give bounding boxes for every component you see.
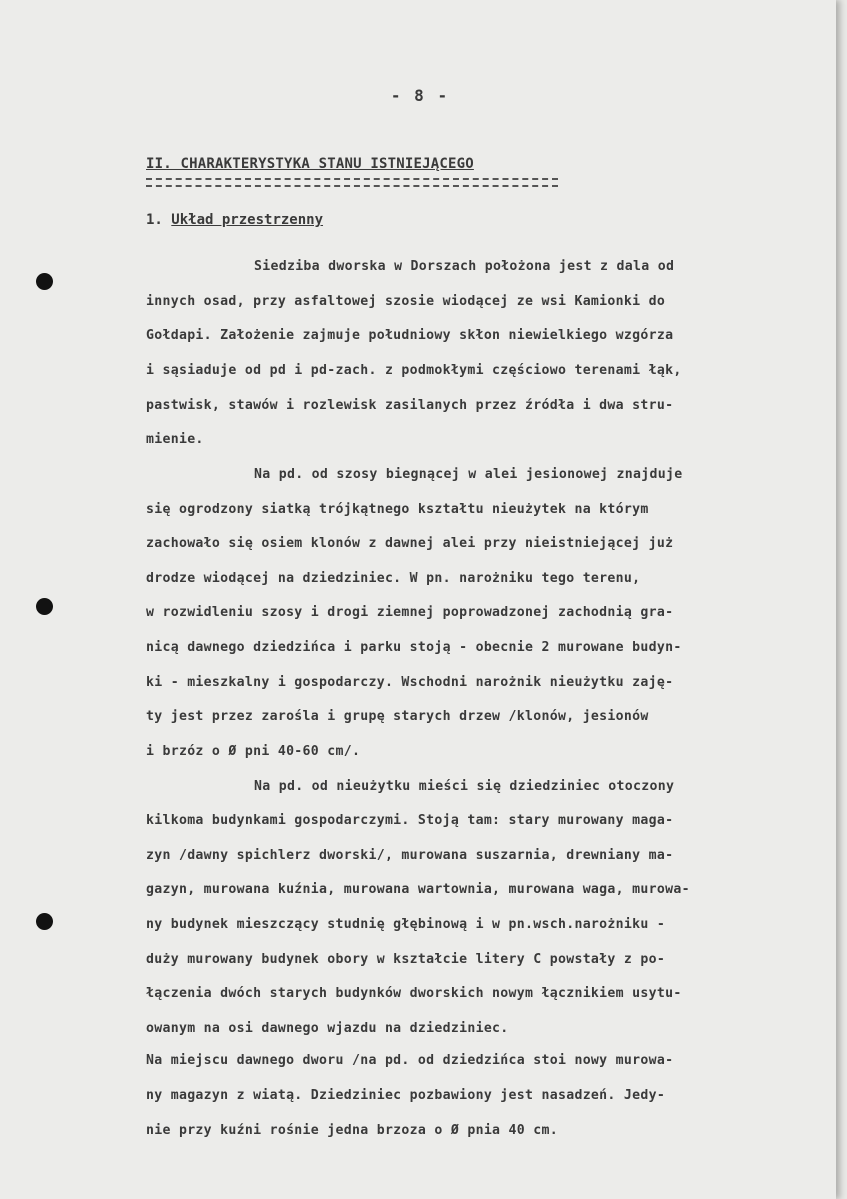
text-line: w rozwidleniu szosy i drogi ziemnej poprowadzonej zachodnią gra-: [146, 605, 674, 620]
page-number: - 8 -: [390, 86, 450, 105]
subsection-title: Układ przestrzenny: [171, 212, 324, 228]
text-line: zyn /dawny spichlerz dworski/, murowana suszarnia, drewniany ma-: [146, 848, 674, 863]
text-line: nie przy kuźni rośnie jedna brzoza o Ø pnia 40 cm.: [146, 1123, 558, 1138]
text-line: łączenia dwóch starych budynków dworskich nowym łącznikiem usytu-: [146, 986, 682, 1001]
binder-hole: [36, 273, 53, 290]
text-line: ki - mieszkalny i gospodarczy. Wschodni narożnik nieużytku zaję-: [146, 675, 674, 690]
text-line: Na pd. od nieużytku mieści się dziedziniec otoczony: [254, 779, 675, 794]
text-line: i sąsiaduje od pd i pd-zach. z podmokłymi częściowo terenami łąk,: [146, 363, 682, 378]
text-line: mienie.: [146, 432, 204, 447]
text-line: nicą dawnego dziedzińca i parku stoją - obecnie 2 murowane budyn-: [146, 640, 682, 655]
text-line: ny budynek mieszczący studnię głębinową i w pn.wsch.narożniku -: [146, 917, 666, 932]
subsection-heading: [146, 212, 323, 228]
text-line: gazyn, murowana kuźnia, murowana wartownia, murowana waga, murowa-: [146, 882, 690, 897]
text-line: kilkoma budynkami gospodarczymi. Stoją tam: stary murowany maga-: [146, 813, 674, 828]
text-line: Na miejscu dawnego dworu /na pd. od dziedzińca stoi nowy murowa-: [146, 1053, 674, 1068]
text-line: ny magazyn z wiatą. Dziedziniec pozbawiony jest nasadzeń. Jedy-: [146, 1088, 666, 1103]
text-line: Siedziba dworska w Dorszach położona jest z dala od: [254, 259, 675, 274]
text-line: Gołdapi. Założenie zajmuje południowy skłon niewielkiego wzgórza: [146, 328, 674, 343]
double-underline: [146, 178, 558, 187]
section-title: II. CHARAKTERYSTYKA STANU ISTNIEJĄCEGO: [146, 156, 474, 172]
binder-hole: [36, 913, 53, 930]
text-line: i brzóz o Ø pni 40-60 cm/.: [146, 744, 361, 759]
text-line: innych osad, przy asfaltowej szosie wiodącej ze wsi Kamionki do: [146, 294, 666, 309]
text-line: pastwisk, stawów i rozlewisk zasilanych przez źródła i dwa stru-: [146, 398, 674, 413]
text-line: Na pd. od szosy biegnącej w alei jesionowej znajduje: [254, 467, 683, 482]
subsection-number: 1.: [146, 212, 163, 228]
text-line: ty jest przez zarośla i grupę starych drzew /klonów, jesionów: [146, 709, 649, 724]
text-line: zachowało się osiem klonów z dawnej alei przy nieistniejącej już: [146, 536, 674, 551]
text-line: drodze wiodącej na dziedziniec. W pn. narożniku tego terenu,: [146, 571, 641, 586]
binder-hole: [36, 598, 53, 615]
text-line: owanym na osi dawnego wjazdu na dziedziniec.: [146, 1021, 509, 1036]
text-line: się ogrodzony siatką trójkątnego kształtu nieużytek na którym: [146, 502, 649, 517]
text-line: duży murowany budynek obory w kształcie litery C powstały z po-: [146, 952, 666, 967]
